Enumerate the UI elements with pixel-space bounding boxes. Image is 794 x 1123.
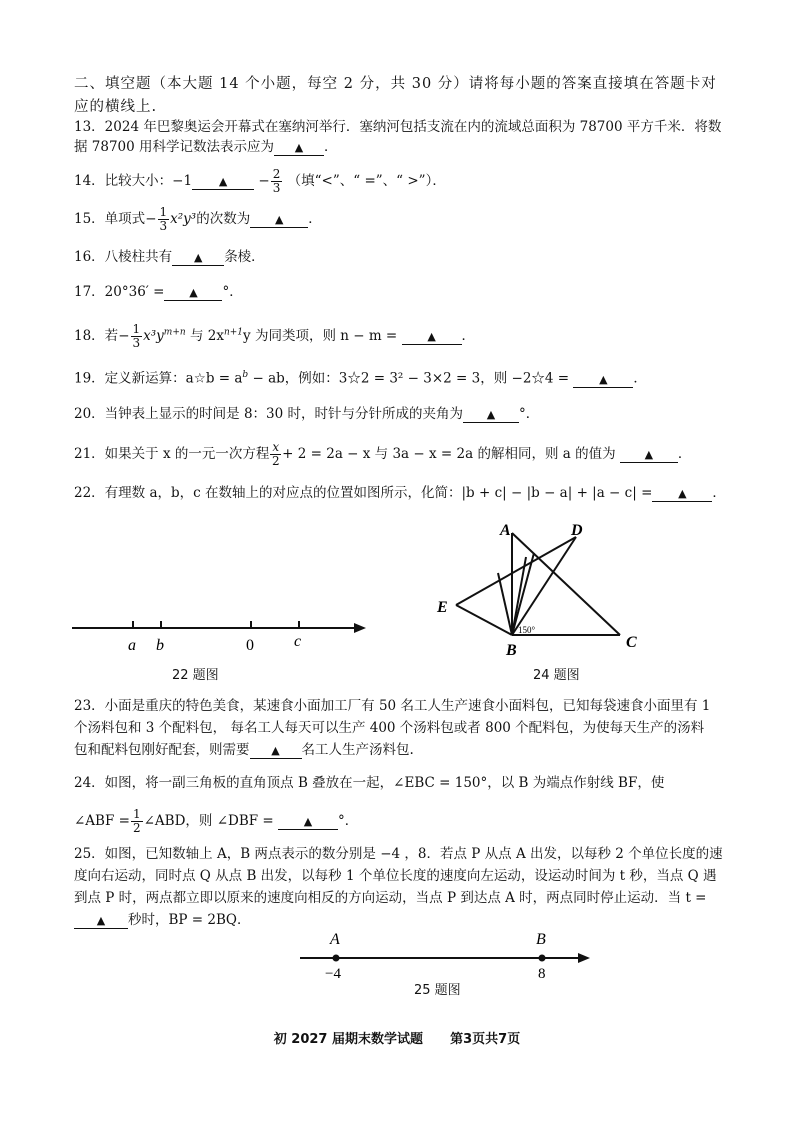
q13-answer-blank[interactable]: ▲ [274,140,324,156]
q25-line3: 到点 P 时，两点都立即以原来的速度向相反的方向运动，当点 P 到达点 A 时，两点同时停止运动．当 t = [74,890,707,906]
q15: 15．单项式− $\frac{1}{3}$ x²y³的次数为 ▲ ． [74,205,322,233]
q22-answer-blank[interactable]: ▲ [652,486,712,502]
q14: 14．比较大小：−1 ▲ − $\frac{2}{3}$ （填“<”、“ =”、“ >”）． [74,167,446,195]
section-title-cont: 应的横线上. [74,99,158,115]
q15-answer-blank[interactable]: ▲ [250,212,308,228]
q13-line2: 据 78700 用科学记数法表示应为 ▲ ． [74,139,338,155]
fig22-label-c: c [294,633,302,650]
page-footer [0,1028,794,1047]
q24-answer-blank[interactable]: ▲ [278,814,338,830]
q25-answer-blank[interactable]: ▲ [74,913,128,929]
fig25-label-b: B [536,931,546,948]
q20-answer-blank[interactable]: ▲ [463,407,519,423]
fig22-caption: 22 题图 [172,668,219,683]
q18-answer-blank[interactable]: ▲ [402,329,462,345]
q21: 21．如果关于 x 的一元一次方程 $\frac{x}{2}$ + 2 = 2a − x 与 3a − x = 2a 的解相同，则 a 的值为 ▲ ． [74,440,692,468]
footer-title: 初 2027 届期末数学试题 [273,1032,423,1047]
fig24-label-a: A [500,522,511,539]
fig24-label-b: B [506,642,517,659]
q23-line1: 23．小面是重庆的特色美食，某速食小面加工厂有 50 名工人生产速食小面料包，已知每袋速食小面里有 1 [74,698,711,714]
q25-line4: ▲ 秒时，BP = 2BQ． [74,911,250,929]
fig22-label-0: 0 [246,637,254,654]
q21-answer-blank[interactable]: ▲ [620,447,678,463]
q16-answer-blank[interactable]: ▲ [172,250,224,266]
fig24-label-e: E [437,599,448,616]
q23-line3: 包和配料包刚好配套，则需要 ▲ 名工人生产汤料包. [74,742,414,758]
fig25-value-b: 8 [538,966,546,982]
section-title: 二、填空题（本大题 14 个小题，每空 2 分，共 30 分）请将每小题的答案直接填在答题卡对 [74,76,717,92]
q17: 17．20°36′ = ▲ °． [74,284,243,300]
fig25-label-a: A [330,931,340,948]
q16: 16．八棱柱共有 ▲ 条棱． [74,249,265,265]
fig24-label-c: C [626,634,637,651]
q14-answer-blank[interactable]: ▲ [192,174,254,190]
fig22-label-b: b [156,637,164,654]
fig24-caption: 24 题图 [533,668,580,683]
q19: 19．定义新运算：a☆b = $a^b$ − ab，例如：3☆2 = 3² − 3×2 = 3，则 −2☆4 = ▲ ． [74,370,647,387]
q18: 18．若− $\frac{1}{3}$ $x^3y^{m+n}$ 与 $2x^{n+1}y$ 为同类项，则 n − m = ▲ ． [74,322,476,350]
q19-answer-blank[interactable]: ▲ [573,372,633,388]
fig24-triangles [430,515,650,663]
q23-line2: 个汤料包和 3 个配料包， 每名工人每天可以生产 400 个汤料包或者 800 个配料包，为使每天生产的汤料 [74,720,705,736]
fig25-caption: 25 题图 [414,983,461,998]
q25-line1: 25．如图，已知数轴上 A，B 两点表示的数分别是 −4 ，8．若点 P 从点 A 出发，以每秒 2 个单位长度的速 [74,846,723,862]
q20: 20．当钟表上显示的时间是 8：30 时，时针与分针所成的夹角为 ▲ °． [74,406,540,422]
fig25-number-line [296,926,596,982]
fig22-label-a: a [128,637,136,654]
q22: 22．有理数 a，b，c 在数轴上的对应点的位置如图所示，化简：|b + c| − |b − a| + |a − c| = ▲ ． [74,485,726,501]
fig25-value-a: −4 [325,966,341,982]
q13-line1: 13．2024 年巴黎奥运会开幕式在塞纳河举行．塞纳河包括支流在内的流域总面积为 78700 平方千米．将数 [74,119,722,135]
fig22-number-line [70,612,370,656]
q25-line2: 度向右运动，同时点 Q 从点 B 出发，以每秒 1 个单位长度的速度向左运动，设运动时间为 t 秒，当点 Q 遇 [74,868,717,884]
q24-line1: 24．如图，将一副三角板的直角顶点 B 叠放在一起，∠EBC = 150°，以 B 为端点作射线 BF，使 [74,775,665,791]
fig24-angle-label: 150° [518,625,536,635]
fig24-label-d: D [571,522,583,539]
footer-page-number: 第3页共7页 [450,1032,521,1047]
q24-line2: ∠ABF = $\frac{1}{2}$ ∠ABD，则 ∠DBF = ▲ °． [74,807,359,835]
q17-answer-blank[interactable]: ▲ [164,285,222,301]
q23-answer-blank[interactable]: ▲ [250,743,302,759]
